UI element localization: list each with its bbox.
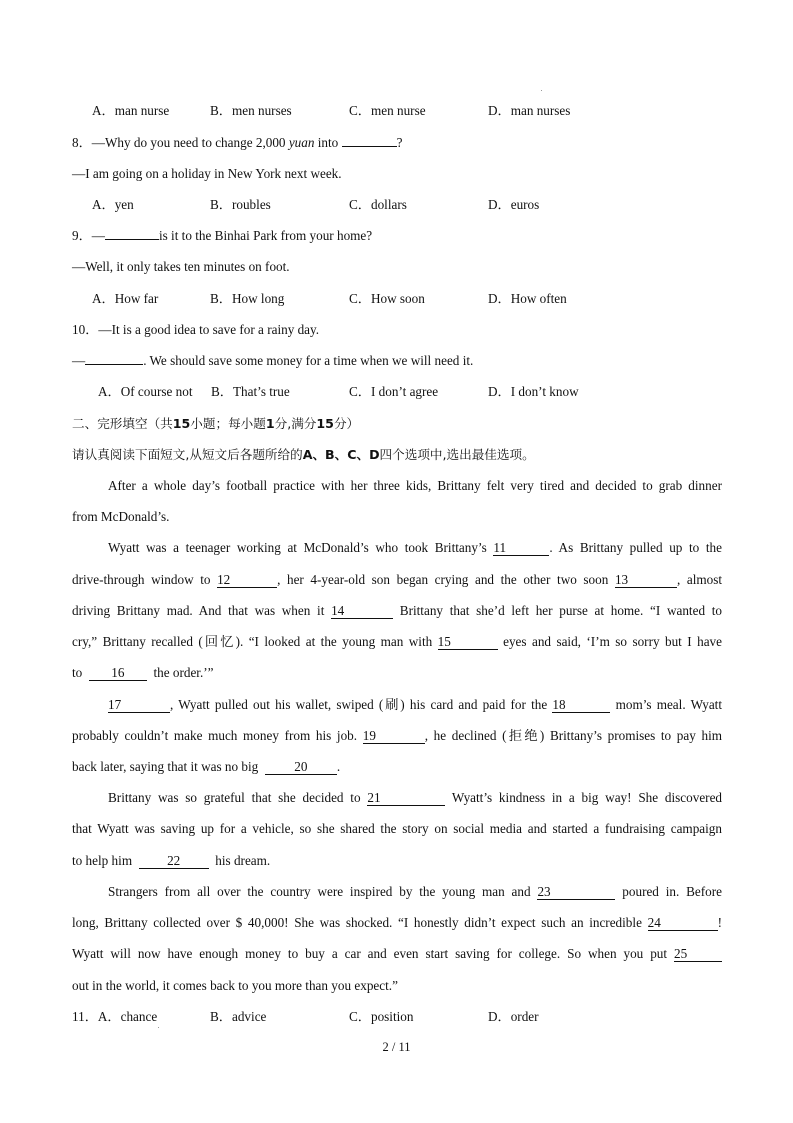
answer-blank[interactable]	[85, 364, 143, 365]
option-d[interactable]: D．euros	[488, 197, 540, 212]
option-d[interactable]: D．order	[488, 1009, 539, 1024]
option-b[interactable]: B．men nurses	[210, 103, 292, 118]
option-d[interactable]: D．I don’t know	[488, 384, 579, 399]
question-10-line-1: 10．—It is a good idea to save for a rainy day.	[72, 322, 320, 337]
blank-18[interactable]: 18	[552, 697, 610, 713]
scan-speck	[541, 90, 542, 91]
option-a[interactable]: A．yen	[92, 197, 134, 212]
section-instructions: 请认真阅读下面短文,从短文后各题所给的A、B、C、D四个选项中,选出最佳选项。	[72, 447, 535, 462]
answer-blank[interactable]	[342, 146, 397, 147]
blank-25[interactable]: 25	[674, 946, 722, 962]
passage-line: 17 , Wyatt pulled out his wallet, swiped (刷) his card and paid for the 18 mom’s meal. Wyatt	[108, 697, 723, 712]
passage-line: Strangers from all over the country were inspired by the young man and 23 poured in. Before	[108, 884, 723, 899]
page-number: 2 / 11	[382, 1040, 411, 1054]
option-c[interactable]: C．men nurse	[349, 103, 426, 118]
option-c[interactable]: C．dollars	[349, 197, 407, 212]
option-b[interactable]: B．roubles	[210, 197, 271, 212]
option-c[interactable]: C．How soon	[349, 291, 425, 306]
blank-23[interactable]: 23	[537, 884, 615, 900]
option-b[interactable]: B．That’s true	[211, 384, 290, 399]
scan-speck	[158, 1027, 159, 1028]
passage-line: Brittany was so grateful that she decided to 21 Wyatt’s kindness in a big way! She discovered	[108, 790, 723, 805]
passage-line: After a whole day’s football practice with her three kids, Brittany felt very tired and decided to grab dinner	[108, 478, 722, 493]
option-a[interactable]: A．Of course not	[98, 384, 193, 399]
option-d[interactable]: D．man nurses	[488, 103, 571, 118]
blank-11[interactable]: 11	[493, 540, 549, 556]
passage-line: Wyatt was a teenager working at McDonald’s who took Brittany’s 11 . As Brittany pulled up to the	[108, 540, 722, 555]
blank-13[interactable]: 13	[615, 572, 677, 588]
passage-line: out in the world, it comes back to you more than you expect.”	[72, 978, 398, 993]
question-8-line-1: 8．—Why do you need to change 2,000 yuan into ?	[72, 135, 403, 150]
passage-line: drive-through window to 12 , her 4-year-old son began crying and the other two soon 13 , almost	[72, 572, 723, 587]
option-b[interactable]: B．advice	[210, 1009, 267, 1024]
passage-line: long, Brittany collected over $ 40,000! She was shocked. “I honestly didn’t expect such an incredible 24 !	[72, 915, 722, 930]
option-a[interactable]: 11．A．chance	[72, 1009, 158, 1024]
option-b[interactable]: B．How long	[210, 291, 285, 306]
option-c[interactable]: C．position	[349, 1009, 414, 1024]
blank-15[interactable]: 15	[438, 634, 498, 650]
question-9-line-2: —Well, it only takes ten minutes on foot.	[72, 259, 290, 274]
option-c[interactable]: C．I don’t agree	[349, 384, 439, 399]
blank-14[interactable]: 14	[331, 603, 393, 619]
option-a[interactable]: A．man nurse	[92, 103, 170, 118]
blank-16[interactable]: 16	[89, 665, 147, 681]
passage-line: to help him 22 his dream.	[72, 853, 271, 868]
question-8-line-2: —I am going on a holiday in New York next week.	[72, 166, 342, 181]
blank-19[interactable]: 19	[363, 728, 425, 744]
passage-line: cry,” Brittany recalled (回忆). “I looked at the young man with 15 eyes and said, ‘I’m so sorry but I have	[72, 634, 722, 649]
blank-21[interactable]: 21	[367, 790, 445, 806]
answer-blank[interactable]	[105, 239, 159, 240]
passage-line: probably couldn’t make much money from his job. 19 , he declined (拒绝) Brittany’s promises to pay him	[72, 728, 722, 743]
blank-17[interactable]: 17	[108, 697, 170, 713]
option-a[interactable]: A．How far	[92, 291, 159, 306]
passage-line: back later, saying that it was no big 20 .	[72, 759, 341, 774]
blank-22[interactable]: 22	[139, 853, 209, 869]
passage-line: from McDonald’s.	[72, 509, 170, 524]
blank-20[interactable]: 20	[265, 759, 337, 775]
passage-line: to 16 the order.’”	[72, 665, 214, 680]
option-d[interactable]: D．How often	[488, 291, 567, 306]
passage-line: Wyatt will now have enough money to buy a car and even start saving for college. So when you put 25	[72, 945, 722, 963]
blank-24[interactable]: 24	[648, 915, 718, 931]
passage-line: that Wyatt was saving up for a vehicle, so she shared the story on social media and started a fundraising campaign	[72, 821, 722, 836]
question-10-line-2: — . We should save some money for a time when we will need it.	[72, 353, 474, 368]
question-9-line-1: 9．— is it to the Binhai Park from your home?	[72, 228, 373, 243]
section-heading: 二、完形填空（共15小题；每小题1分,满分15分）	[72, 416, 360, 431]
blank-12[interactable]: 12	[217, 572, 277, 588]
passage-line: driving Brittany mad. And that was when it 14 Brittany that she’d left her purse at home. “I wanted to	[72, 603, 723, 618]
